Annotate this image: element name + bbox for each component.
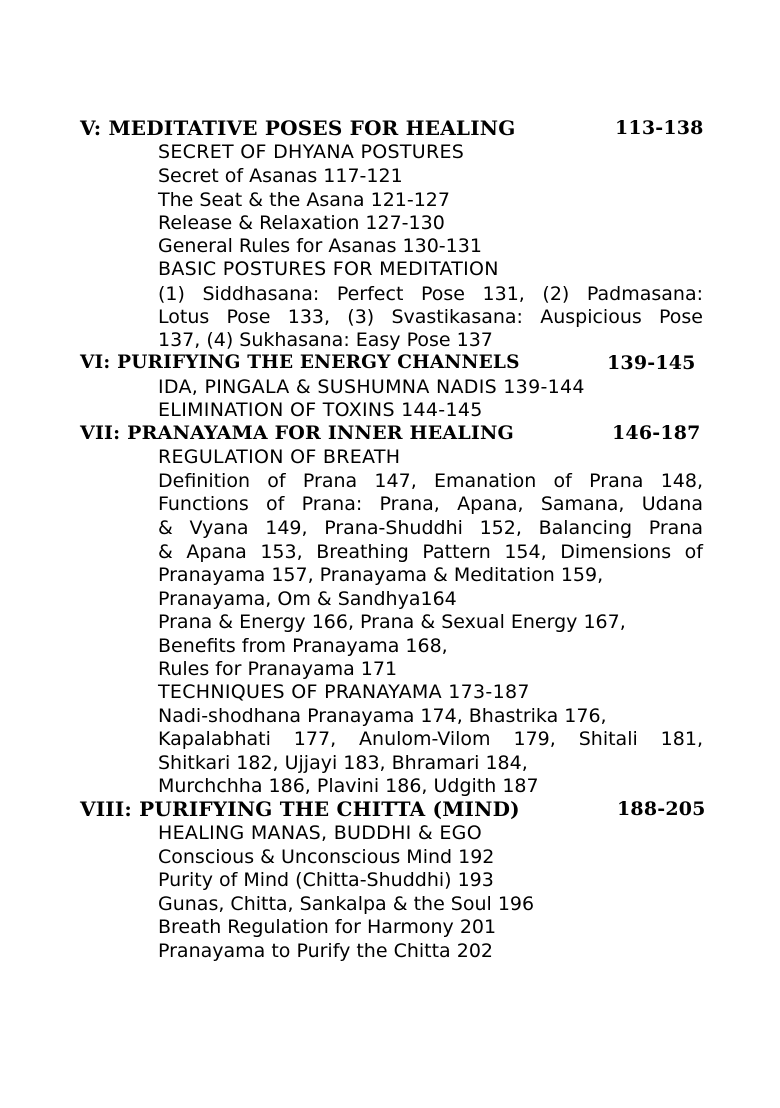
toc-entry: & Vyana 149, Prana-Shuddhi 152, Balancing Prana — [158, 517, 703, 539]
toc-entry: Murchchha 186, Plavini 186, Udgith 187 — [158, 775, 539, 797]
toc-entry: Breath Regulation for Harmony 201 — [158, 916, 497, 938]
toc-entry: The Seat & the Asana 121-127 — [158, 189, 450, 211]
toc-entry: Lotus Pose 133, (3) Svastikasana: Auspicious Pose — [158, 306, 703, 328]
toc-entry: Prana & Energy 166, Prana & Sexual Energy 167, — [158, 611, 626, 633]
toc-entry: Kapalabhati 177, Anulom-Vilom 179, Shitali 181, — [158, 728, 703, 750]
chapter-page-range: 146-187 — [612, 422, 701, 444]
toc-section-heading: SECRET OF DHYANA POSTURES — [158, 141, 465, 163]
toc-entry: Secret of Asanas 117-121 — [158, 165, 403, 187]
toc-entry: Gunas, Chitta, Sankalpa & the Soul 196 — [158, 893, 535, 915]
chapter-page-range: 113-138 — [615, 117, 704, 139]
toc-entry: Rules for Pranayama 171 — [158, 658, 398, 680]
toc-entry: Definition of Prana 147, Emanation of Prana 148, — [158, 470, 703, 492]
toc-entry: Shitkari 182, Ujjayi 183, Bhramari 184, — [158, 752, 528, 774]
toc-entry: Conscious & Unconscious Mind 192 — [158, 846, 495, 868]
toc-entry: Pranayama to Purify the Chitta 202 — [158, 940, 494, 962]
toc-section-heading: REGULATION OF BREATH — [158, 446, 401, 468]
toc-entry: Pranayama, Om & Sandhya164 — [158, 588, 457, 610]
chapter-title: VI: PURIFYING THE ENERGY CHANNELS — [80, 352, 520, 373]
toc-entry: Pranayama 157, Pranayama & Meditation 159, — [158, 564, 604, 586]
chapter-title: VIII: PURIFYING THE CHITTA (MIND) — [80, 797, 520, 821]
toc-entry: & Apana 153, Breathing Pattern 154, Dimensions of — [158, 541, 703, 563]
chapter-page-range: 188-205 — [617, 798, 706, 820]
toc-entry: Functions of Prana: Prana, Apana, Samana, Udana — [158, 493, 703, 515]
toc-section-heading: BASIC POSTURES FOR MEDITATION — [158, 258, 499, 280]
toc-section-heading: TECHNIQUES OF PRANAYAMA 173-187 — [158, 681, 530, 703]
toc-section-heading: ELIMINATION OF TOXINS 144-145 — [158, 399, 483, 421]
chapter-page-range: 139-145 — [607, 352, 696, 374]
toc-entry: Release & Relaxation 127-130 — [158, 212, 445, 234]
toc-section-heading: IDA, PINGALA & SUSHUMNA NADIS 139-144 — [158, 376, 585, 398]
toc-entry: Benefits from Pranayama 168, — [158, 635, 448, 657]
toc-entry: (1) Siddhasana: Perfect Pose 131, (2) Padmasana: — [158, 283, 703, 305]
toc-entry: General Rules for Asanas 130-131 — [158, 235, 482, 257]
chapter-title: V: MEDITATIVE POSES FOR HEALING — [80, 116, 516, 140]
chapter-title: VII: PRANAYAMA FOR INNER HEALING — [80, 422, 514, 444]
toc-entry: 137, (4) Sukhasana: Easy Pose 137 — [158, 329, 493, 351]
toc-entry: Nadi-shodhana Pranayama 174, Bhastrika 176, — [158, 705, 607, 727]
toc-entry: Purity of Mind (Chitta-Shuddhi) 193 — [158, 869, 494, 891]
toc-section-heading: HEALING MANAS, BUDDHI & EGO — [158, 822, 482, 844]
